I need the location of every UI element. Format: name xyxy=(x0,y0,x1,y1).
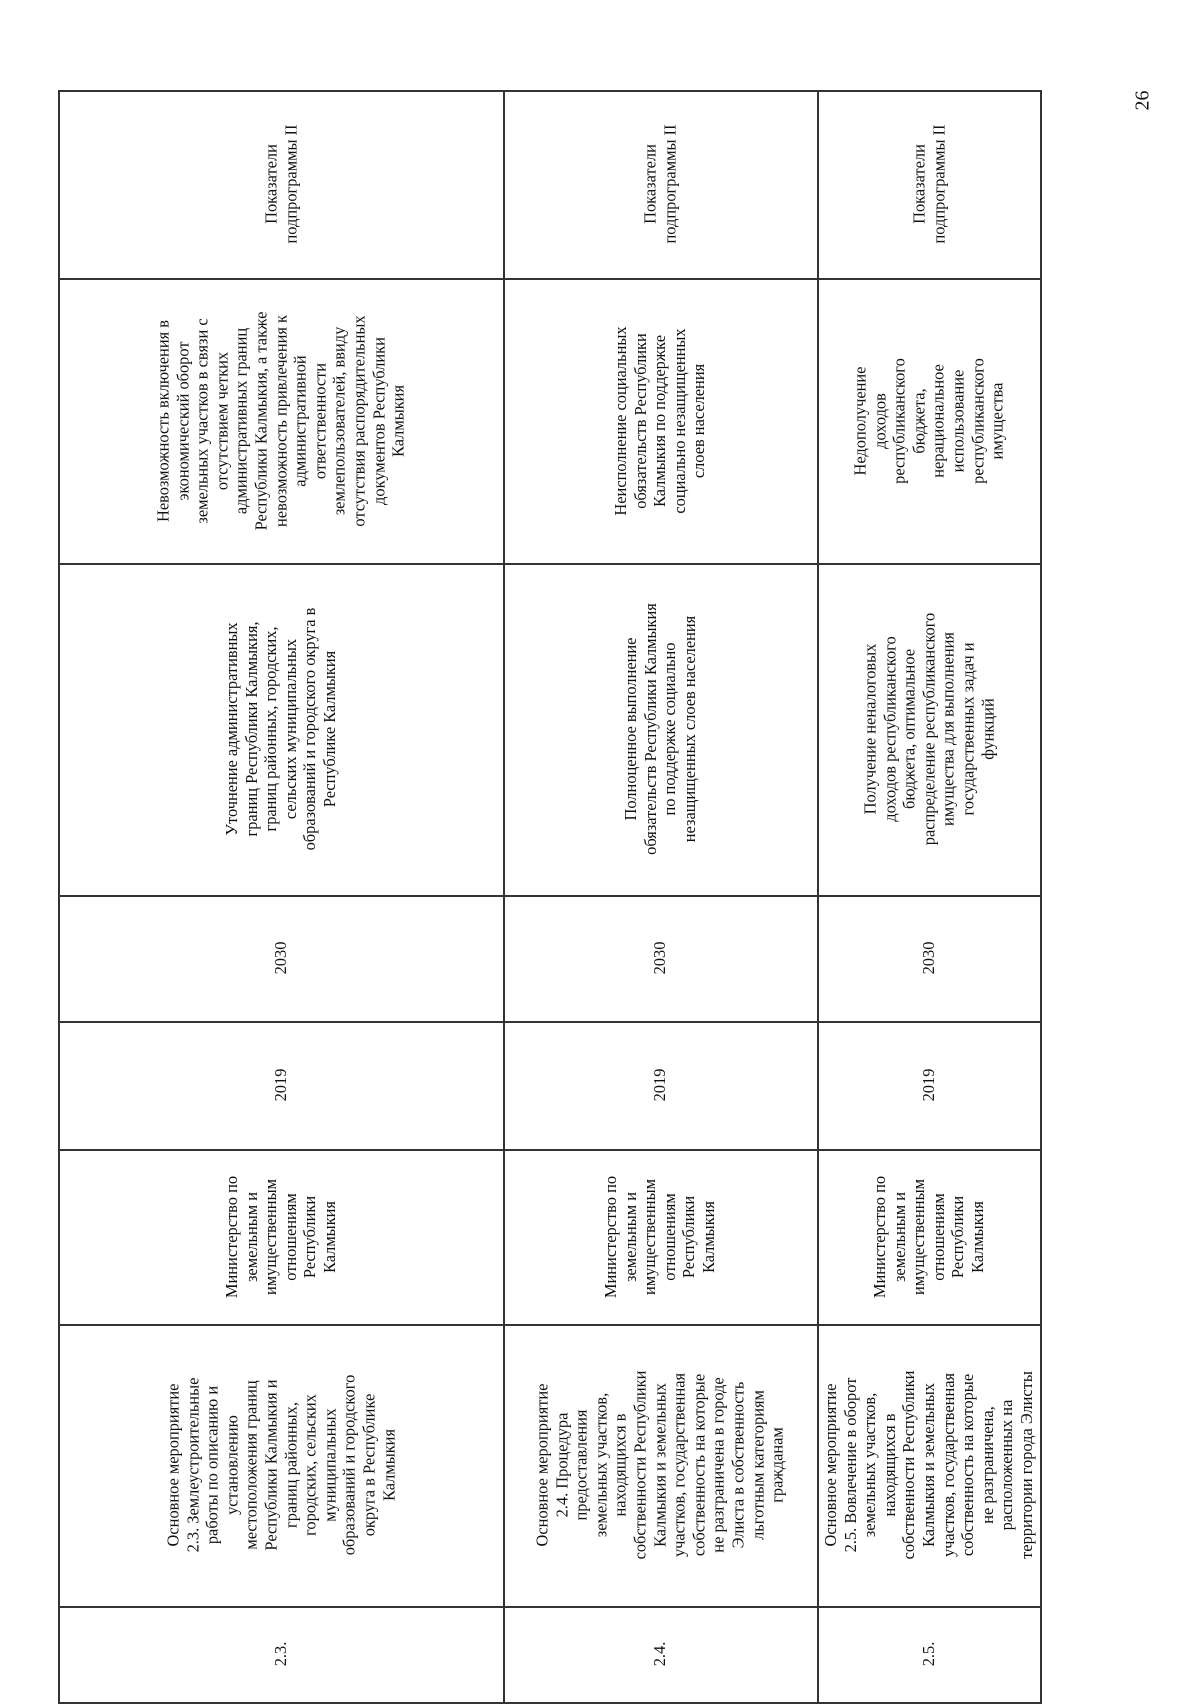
consequences-cell-line: использование xyxy=(948,369,968,472)
row-number-line: 2.4. xyxy=(650,1641,670,1667)
row-number-line: 2.3. xyxy=(270,1641,290,1667)
event-cell-line: земельных участков, xyxy=(591,1392,611,1538)
result-cell-line: распределение республиканского xyxy=(918,612,938,846)
start-year xyxy=(60,1023,501,1147)
result-cell-line: государственных задач и xyxy=(957,642,977,816)
consequences-cell-line: ответственности xyxy=(309,362,329,479)
executor-cell-line: Калмыкия xyxy=(319,1200,339,1273)
event-cell xyxy=(505,1326,815,1604)
start-year-line: 2019 xyxy=(918,1068,938,1102)
executor-cell xyxy=(60,1151,501,1322)
indicators-cell-line: подпрограммы II xyxy=(928,124,948,244)
consequences-cell-line: нерациональное xyxy=(928,363,948,478)
event-cell-line: предоставления xyxy=(571,1409,591,1521)
indicators-cell-line: Показатели xyxy=(908,144,928,224)
executor-cell-line: имущественным xyxy=(260,1178,280,1295)
result-cell xyxy=(60,565,501,893)
executor-cell-line: Калмыкия xyxy=(699,1200,719,1273)
consequences-cell-line: отсутствия распорядительных xyxy=(349,314,369,527)
indicators-cell-line: Показатели xyxy=(260,144,280,224)
consequences-cell-line: административных границ xyxy=(231,327,251,514)
event-cell-line: льготным категориям xyxy=(748,1390,768,1540)
executor-cell-line: имущественным xyxy=(908,1178,928,1295)
consequences-cell-line: Калмыкия по поддержке xyxy=(650,334,670,507)
executor-cell-line: земельным и xyxy=(241,1191,261,1282)
consequences-cell-line: социально незащищенных xyxy=(669,327,689,514)
event-cell-line: городских, сельских xyxy=(300,1394,320,1536)
event-cell-line: гражданам xyxy=(767,1427,787,1503)
event-cell-line: земельных участков, xyxy=(859,1392,879,1538)
consequences-cell-line: доходов xyxy=(869,392,889,449)
result-cell-line: Получение неналоговых xyxy=(859,643,879,815)
start-year-line: 2019 xyxy=(270,1068,290,1102)
consequences-cell-line: Недополучение xyxy=(850,366,870,475)
event-cell-line: не разграничена в городе xyxy=(708,1377,728,1553)
event-cell-line: Калмыкия и земельных xyxy=(918,1383,938,1547)
row-number xyxy=(819,1608,1038,1700)
executor-cell xyxy=(505,1151,815,1322)
page-number: 26 xyxy=(1131,90,1154,110)
consequences-cell-line: земельных участков в связи с xyxy=(192,317,212,524)
event-cell-line: Калмыкия xyxy=(378,1429,398,1501)
event-cell-line: муниципальных xyxy=(319,1408,339,1522)
event-cell-line: собственности Республики xyxy=(630,1370,650,1560)
result-cell-line: сельских муниципальных xyxy=(280,638,300,820)
event-cell-line: находящихся в xyxy=(611,1413,631,1517)
event-cell-line: собственность на которые xyxy=(689,1373,709,1557)
end-year xyxy=(505,897,815,1019)
consequences-cell-line: бюджета, xyxy=(908,387,928,454)
event-cell xyxy=(60,1326,501,1604)
event-cell-line: участков, государственная xyxy=(938,1372,958,1558)
event-cell-line: границ районных, xyxy=(280,1402,300,1528)
event-cell-line: Основное мероприятие xyxy=(820,1383,840,1547)
event-cell-line: Основное мероприятие xyxy=(162,1383,182,1547)
indicators-cell xyxy=(819,92,1038,276)
consequences-cell-line: Невозможность включения в xyxy=(153,319,173,522)
end-year xyxy=(819,897,1038,1019)
event-cell-line: 2.5. Вовлечение в оборот xyxy=(840,1377,860,1553)
result-cell-line: доходов республиканского xyxy=(879,636,899,822)
executor-cell-line: Республики xyxy=(300,1195,320,1278)
consequences-cell-line: республиканского xyxy=(889,357,909,484)
consequences-cell xyxy=(505,280,815,561)
executor-cell-line: отношениям xyxy=(660,1192,679,1281)
result-cell-line: по поддержке социально xyxy=(660,642,679,816)
consequences-cell xyxy=(60,280,501,561)
end-year xyxy=(60,897,501,1019)
end-year-line: 2030 xyxy=(918,941,938,975)
consequences-cell-line: слоев населения xyxy=(689,363,709,478)
executor-cell-line: Министерство по xyxy=(601,1175,621,1298)
consequences-cell xyxy=(819,280,1038,561)
consequences-cell-line: невозможность привлечения к xyxy=(270,314,290,527)
consequences-cell-line: отсутствием четких xyxy=(211,351,231,490)
event-cell-line: не разграничена, xyxy=(977,1406,997,1524)
event-cell-line: собственность на которые xyxy=(957,1373,977,1557)
result-cell-line: границ районных, городских, xyxy=(260,626,280,832)
executor-cell-line: Калмыкия xyxy=(967,1200,987,1273)
consequences-cell-line: экономический оборот xyxy=(172,340,192,501)
end-year-line: 2030 xyxy=(650,941,670,975)
event-cell xyxy=(819,1326,1038,1604)
consequences-cell-line: Республики Калмыкия, а также xyxy=(251,311,271,530)
result-cell-line: обязательств Республики Калмыкия xyxy=(640,603,660,855)
row-number xyxy=(60,1608,501,1700)
indicators-cell-line: подпрограммы II xyxy=(660,124,679,244)
executor-cell-line: имущественным xyxy=(640,1178,660,1295)
executor-cell-line: Министерство по xyxy=(869,1175,889,1298)
event-cell-line: Калмыкия и земельных xyxy=(650,1383,670,1547)
result-cell xyxy=(819,565,1038,893)
indicators-cell xyxy=(60,92,501,276)
result-cell-line: Республике Калмыкия xyxy=(319,650,339,808)
consequences-cell-line: административной xyxy=(290,354,310,487)
result-cell-line: имущества для выполнения xyxy=(938,632,958,826)
executor-cell-line: отношениям xyxy=(280,1192,300,1281)
row-number xyxy=(505,1608,815,1700)
event-cell-line: округа в Республике xyxy=(358,1393,378,1537)
row-number-line: 2.5. xyxy=(918,1641,938,1667)
event-cell-line: работы по описанию и xyxy=(202,1385,222,1545)
event-cell-line: установлению xyxy=(221,1415,241,1515)
event-cell-line: образований и городского xyxy=(339,1374,359,1556)
end-year-line: 2030 xyxy=(270,941,290,975)
start-year xyxy=(819,1023,1038,1147)
consequences-cell-line: Неисполнение социальных xyxy=(611,325,631,516)
event-cell-line: участков, государственная xyxy=(669,1372,689,1558)
consequences-cell-line: обязательств Республики xyxy=(630,332,650,509)
start-year-line: 2019 xyxy=(650,1068,670,1102)
event-cell-line: 2.3. Землеустроительные xyxy=(182,1377,202,1553)
consequences-cell-line: республиканского xyxy=(967,357,987,484)
start-year xyxy=(505,1023,815,1147)
result-cell-line: незащищенных слоев населения xyxy=(679,615,699,843)
result-cell-line: Полноценное выполнение xyxy=(620,637,640,821)
executor-cell-line: Республики xyxy=(948,1195,968,1278)
event-cell-line: Основное мероприятие xyxy=(532,1383,552,1547)
executor-cell-line: земельным и xyxy=(889,1191,909,1282)
consequences-cell-line: землепользователей, ввиду xyxy=(329,326,349,515)
executor-cell-line: Министерство по xyxy=(221,1175,241,1298)
executor-cell-line: Республики xyxy=(679,1195,699,1278)
event-cell-line: местоположения границ xyxy=(241,1380,261,1550)
result-cell xyxy=(505,565,815,893)
event-cell-line: находящихся в xyxy=(879,1413,899,1517)
executor-cell xyxy=(819,1151,1038,1322)
event-cell-line: территории города Элисты xyxy=(1016,1371,1036,1559)
event-cell-line: собственности Республики xyxy=(899,1370,919,1560)
indicators-cell-line: подпрограммы II xyxy=(280,124,300,244)
event-cell-line: 2.4. Процедура xyxy=(552,1412,572,1518)
event-cell-line: Элиста в собственность xyxy=(728,1381,748,1549)
consequences-cell-line: Калмыкия xyxy=(388,384,408,457)
event-cell-line: Республики Калмыкия и xyxy=(260,1379,280,1551)
executor-cell-line: земельным и xyxy=(620,1191,640,1282)
indicators-cell-line: Показатели xyxy=(640,144,660,224)
result-cell-line: функций xyxy=(977,698,997,760)
event-cell-line: расположенных на xyxy=(997,1399,1017,1531)
result-cell-line: бюджета, оптимальное xyxy=(899,649,919,809)
indicators-cell xyxy=(505,92,815,276)
result-cell-line: границ Республики Калмыкия, xyxy=(241,621,261,837)
result-cell-line: образований и городского округа в xyxy=(300,607,320,851)
consequences-cell-line: имущества xyxy=(987,382,1007,459)
executor-cell-line: отношениям xyxy=(928,1192,948,1281)
consequences-cell-line: документов Республики xyxy=(368,336,388,505)
result-cell-line: Уточнение административных xyxy=(221,622,241,836)
